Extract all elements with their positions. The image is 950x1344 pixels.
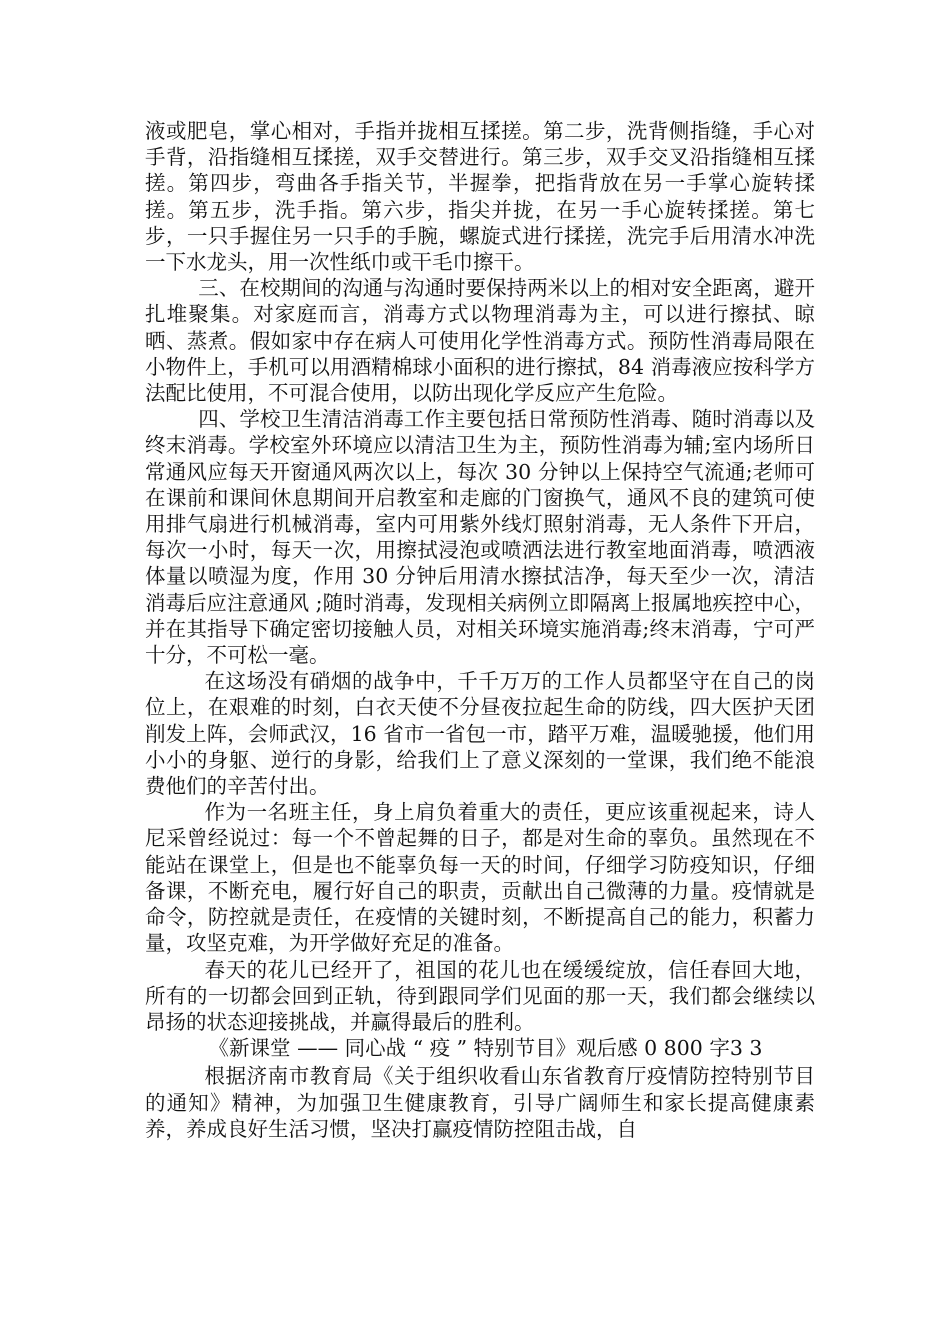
paragraph-school-disinfection: 四、学校卫生清洁消毒工作主要包括日常预防性消毒、随时消毒以及终末消毒。学校室外环境应以清洁卫生为主，预防性消毒为辅;室内场所日常通风应每天开窗通风两次以上，每次 30 分钟以上保持空气流通;老师可在课前和课间休息期间开启教室和走廊的门窗换气，通风不良的建筑可使用排气扇进行机械消毒，室内可用紫外线灯照射消毒，无人条件下开启，每次一小时，每天一次，用擦拭浸泡或喷洒法进行教室地面消毒，喷洒液体量以喷湿为度，作用 30 分钟后用清水擦拭洁净，每天至少一次，清洁消毒后应注意通风 ;随时消毒，发现相关病例立即隔离上报属地疾控中心，并在其指导下确定密切接触人员，对相关环境实施消毒;终末消毒，宁可严十分，不可松一毫。	[145, 407, 815, 668]
document-body	[145, 118, 815, 1142]
paragraph-head-teacher: 作为一名班主任，身上肩负着重大的责任，更应该重视起来，诗人尼采曾经说过：每一个不曾起舞的日子，都是对生命的辜负。虽然现在不能站在课堂上，但是也不能辜负每一天的时间，仔细学习防疫知识，仔细备课，不断充电，履行好自己的职责，贡献出自己微薄的力量。疫情就是命令，防控就是责任，在疫情的关键时刻，不断提高自己的能力，积蓄力量，攻坚克难，为开学做好充足的准备。	[145, 800, 815, 956]
paragraph-handwash-steps: 液或肥皂，掌心相对，手指并拢相互揉搓。第二步，洗背侧指缝，手心对手背，沿指缝相互揉搓，双手交替进行。第三步，双手交叉沿指缝相互揉搓。第四步，弯曲各手指关节，半握拳，把指背放在另一手掌心旋转揉搓。第五步，洗手指。第六步，指尖并拢，在另一手心旋转揉搓。第七步，一只手握住另一只手的手腕，螺旋式进行揉搓，洗完手后用清水冲洗一下水龙头，用一次性纸巾或干毛巾擦干。	[145, 119, 815, 275]
paragraph-jinan-notice: 根据济南市教育局《关于组织收看山东省教育厅疫情防控特别节目的通知》精神，为加强卫生健康教育，引导广阔师生和家长提高健康素养，养成良好生活习惯，坚决打赢疫情防控阻击战，自	[145, 1064, 815, 1141]
paragraph-frontline-workers: 在这场没有硝烟的战争中，千千万万的工作人员都坚守在自己的岗位上，在艰难的时刻，白衣天使不分昼夜拉起生命的防线，四大医护天团削发上阵，会师武汉，16 省市一省包一市，踏平万难，温暖驰援，他们用小小的身躯、逆行的身影，给我们上了意义深刻的一堂课，我们绝不能浪费他们的辛苦付出。	[145, 669, 815, 799]
section-title: 《新课堂 —— 同心战 “ 疫 ” 特别节目》观后感 0 800 字3 3	[208, 1036, 763, 1061]
paragraph-spring: 春天的花儿已经开了，祖国的花儿也在缓缓绽放，信任春回大地，所有的一切都会回到正轨，待到跟同学们见面的那一天，我们都会继续以昂扬的状态迎接挑战，并赢得最后的胜利。	[145, 957, 815, 1034]
paragraph-distance-disinfection: 三、在校期间的沟通与沟通时要保持两米以上的相对安全距离，避开扎堆聚集。对家庭而言，消毒方式以物理消毒为主，可以进行擦拭、晾晒、蒸煮。假如家中存在病人可使用化学性消毒方式。预防性消毒局限在小物件上，手机可以用酒精棉球小面积的进行擦拭，84 消毒液应按科学方法配比使用，不可混合使用，以防出现化学反应产生危险。	[145, 276, 815, 406]
